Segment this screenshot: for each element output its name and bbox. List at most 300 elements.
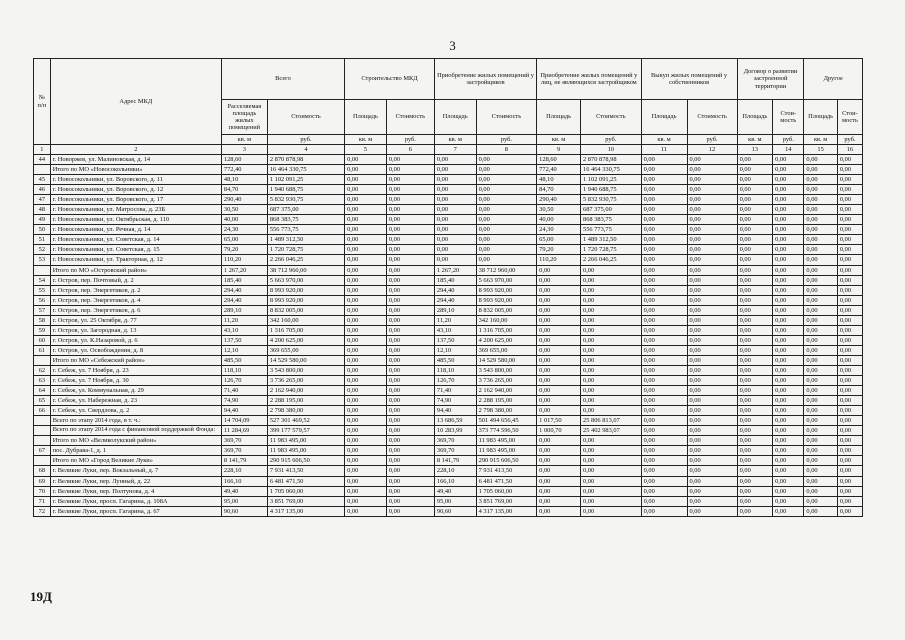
- header-number: № п/п: [34, 59, 51, 145]
- value-cell: 0,00: [737, 335, 772, 345]
- value-cell: 0,00: [345, 245, 387, 255]
- value-cell: 0,00: [837, 426, 862, 436]
- value-cell: 0,00: [737, 486, 772, 496]
- value-cell: 0,00: [837, 185, 862, 195]
- value-cell: 0,00: [687, 335, 737, 345]
- value-cell: 0,00: [581, 265, 642, 275]
- value-cell: 0,00: [804, 225, 837, 235]
- table-row: [34, 496, 863, 506]
- value-cell: 369 655,00: [476, 345, 537, 355]
- value-cell: 118,10: [434, 365, 476, 375]
- row-number-cell: 59: [34, 325, 51, 335]
- value-cell: 0,00: [804, 235, 837, 245]
- value-cell: 2 162 940,00: [476, 386, 537, 396]
- value-cell: 0,00: [386, 205, 434, 215]
- value-cell: 228,10: [434, 466, 476, 476]
- value-cell: 43,10: [221, 325, 267, 335]
- value-cell: 0,00: [386, 365, 434, 375]
- value-cell: 25 806 813,07: [581, 416, 642, 426]
- address-cell: г. Великие Луки, просп. Гагарина, д. 67: [50, 506, 221, 516]
- value-cell: 0,00: [837, 225, 862, 235]
- value-cell: 0,00: [837, 446, 862, 456]
- value-cell: 0,00: [386, 466, 434, 476]
- value-cell: 0,00: [434, 195, 476, 205]
- value-cell: 0,00: [773, 396, 804, 406]
- value-cell: 0,00: [345, 456, 387, 466]
- row-number-cell: 67: [34, 446, 51, 456]
- value-cell: 0,00: [804, 396, 837, 406]
- value-cell: 0,00: [345, 195, 387, 205]
- value-cell: 0,00: [386, 496, 434, 506]
- value-cell: 74,90: [221, 396, 267, 406]
- value-cell: 0,00: [837, 245, 862, 255]
- value-cell: 128,60: [221, 155, 267, 165]
- value-cell: 84,70: [537, 185, 581, 195]
- value-cell: 0,00: [837, 285, 862, 295]
- address-cell: г. Себеж, ул. 7 Ноября, д. 23: [50, 365, 221, 375]
- value-cell: 0,00: [537, 486, 581, 496]
- table-row: [34, 175, 863, 185]
- value-cell: 0,00: [641, 325, 687, 335]
- value-cell: 1 720 728,75: [581, 245, 642, 255]
- table-row: [34, 335, 863, 345]
- value-cell: 0,00: [641, 295, 687, 305]
- value-cell: 0,00: [687, 506, 737, 516]
- row-number-cell: 44: [34, 155, 51, 165]
- value-cell: 0,00: [476, 185, 537, 195]
- value-cell: 1 705 060,00: [267, 486, 344, 496]
- value-cell: 0,00: [804, 345, 837, 355]
- value-cell: 0,00: [581, 315, 642, 325]
- value-cell: 0,00: [687, 215, 737, 225]
- value-cell: 0,00: [837, 436, 862, 446]
- value-cell: 25 402 983,07: [581, 426, 642, 436]
- value-cell: 0,00: [641, 205, 687, 215]
- value-cell: 369 655,00: [267, 345, 344, 355]
- value-cell: 0,00: [804, 185, 837, 195]
- value-cell: 0,00: [641, 416, 687, 426]
- value-cell: 294,40: [221, 285, 267, 295]
- value-cell: 399 177 579,57: [267, 426, 344, 436]
- unit-header: кв. м: [434, 135, 476, 145]
- address-cell: г. Новосокольники, ул. Воровского, д. 11: [50, 175, 221, 185]
- header-buyout: Выкуп жилых помещений у собственников: [641, 59, 737, 100]
- value-cell: 772,40: [537, 165, 581, 175]
- value-cell: 0,00: [581, 496, 642, 506]
- value-cell: 0,00: [804, 195, 837, 205]
- address-cell: г. Великие Луки, пер. Лунный, д. 22: [50, 476, 221, 486]
- value-cell: 84,70: [221, 185, 267, 195]
- value-cell: 0,00: [641, 155, 687, 165]
- value-cell: 0,00: [837, 345, 862, 355]
- value-cell: 11 284,69: [221, 426, 267, 436]
- value-cell: 1 940 688,75: [581, 185, 642, 195]
- value-cell: 0,00: [345, 476, 387, 486]
- value-cell: 0,00: [773, 165, 804, 175]
- value-cell: 0,00: [476, 215, 537, 225]
- value-cell: 79,20: [537, 245, 581, 255]
- unit-header: кв. м: [221, 135, 267, 145]
- value-cell: 0,00: [773, 225, 804, 235]
- value-cell: 0,00: [737, 205, 772, 215]
- subcolumn-header: Стои-мость: [773, 100, 804, 135]
- value-cell: 95,00: [434, 496, 476, 506]
- subcolumn-header: Площадь: [737, 100, 772, 135]
- address-cell: г. Новосокольники, ул. Советская, д. 14: [50, 235, 221, 245]
- value-cell: 30,50: [537, 205, 581, 215]
- value-cell: 0,00: [434, 175, 476, 185]
- value-cell: 0,00: [837, 396, 862, 406]
- value-cell: 0,00: [773, 325, 804, 335]
- column-number: 13: [737, 145, 772, 155]
- value-cell: 11,20: [221, 315, 267, 325]
- value-cell: 71,40: [221, 386, 267, 396]
- value-cell: 0,00: [687, 305, 737, 315]
- table-row: [34, 376, 863, 386]
- value-cell: 0,00: [773, 335, 804, 345]
- value-cell: 0,00: [804, 175, 837, 185]
- value-cell: 0,00: [737, 355, 772, 365]
- value-cell: 1 017,50: [537, 416, 581, 426]
- value-cell: 0,00: [537, 265, 581, 275]
- column-number: 11: [641, 145, 687, 155]
- value-cell: 0,00: [434, 165, 476, 175]
- value-cell: 79,20: [221, 245, 267, 255]
- value-cell: 0,00: [581, 406, 642, 416]
- header-other: Другое: [804, 59, 863, 100]
- column-number: 14: [773, 145, 804, 155]
- value-cell: 0,00: [434, 185, 476, 195]
- value-cell: 2 162 940,00: [267, 386, 344, 396]
- row-number-cell: [34, 416, 51, 426]
- value-cell: 8 141,79: [221, 456, 267, 466]
- value-cell: 556 773,75: [267, 225, 344, 235]
- value-cell: 0,00: [581, 305, 642, 315]
- value-cell: 0,00: [386, 386, 434, 396]
- value-cell: 0,00: [773, 175, 804, 185]
- value-cell: 0,00: [837, 295, 862, 305]
- value-cell: 0,00: [837, 476, 862, 486]
- value-cell: 0,00: [386, 255, 434, 265]
- value-cell: 0,00: [386, 165, 434, 175]
- value-cell: 0,00: [687, 165, 737, 175]
- value-cell: 0,00: [386, 476, 434, 486]
- value-cell: 1 720 728,75: [267, 245, 344, 255]
- address-cell: Итого по МО «Великолукский район»: [50, 436, 221, 446]
- value-cell: 0,00: [687, 225, 737, 235]
- value-cell: 373 774 596,50: [476, 426, 537, 436]
- value-cell: 38 712 960,00: [476, 265, 537, 275]
- table-row: [34, 446, 863, 456]
- value-cell: 0,00: [641, 506, 687, 516]
- value-cell: 0,00: [804, 386, 837, 396]
- value-cell: 0,00: [804, 466, 837, 476]
- value-cell: 0,00: [804, 506, 837, 516]
- row-number-cell: 66: [34, 406, 51, 416]
- table-row: [34, 285, 863, 295]
- value-cell: 0,00: [581, 476, 642, 486]
- row-number-cell: 61: [34, 345, 51, 355]
- value-cell: 0,00: [737, 416, 772, 426]
- value-cell: 0,00: [773, 446, 804, 456]
- value-cell: 556 773,75: [581, 225, 642, 235]
- value-cell: 0,00: [804, 165, 837, 175]
- row-number-cell: [34, 265, 51, 275]
- value-cell: 0,00: [687, 155, 737, 165]
- value-cell: 126,70: [221, 376, 267, 386]
- value-cell: 0,00: [737, 175, 772, 185]
- value-cell: 0,00: [434, 155, 476, 165]
- value-cell: 0,00: [345, 466, 387, 476]
- value-cell: 0,00: [345, 365, 387, 375]
- value-cell: 4 317 135,00: [267, 506, 344, 516]
- value-cell: 0,00: [386, 265, 434, 275]
- value-cell: 0,00: [345, 235, 387, 245]
- value-cell: 0,00: [773, 486, 804, 496]
- table-row: [34, 386, 863, 396]
- value-cell: 0,00: [537, 496, 581, 506]
- value-cell: 0,00: [641, 315, 687, 325]
- value-cell: 0,00: [773, 426, 804, 436]
- value-cell: 0,00: [386, 436, 434, 446]
- value-cell: 0,00: [687, 386, 737, 396]
- value-cell: 0,00: [641, 355, 687, 365]
- value-cell: 0,00: [687, 466, 737, 476]
- value-cell: 0,00: [386, 245, 434, 255]
- value-cell: 0,00: [687, 265, 737, 275]
- address-cell: Итого по МО «Островский район»: [50, 265, 221, 275]
- value-cell: 38 712 960,00: [267, 265, 344, 275]
- column-number: 3: [221, 145, 267, 155]
- value-cell: 0,00: [687, 496, 737, 506]
- value-cell: 485,50: [221, 355, 267, 365]
- value-cell: 0,00: [476, 205, 537, 215]
- address-cell: г. Остров, пер. Энергетиков, д. 6: [50, 305, 221, 315]
- value-cell: 0,00: [773, 275, 804, 285]
- value-cell: 0,00: [537, 396, 581, 406]
- subcolumn-header: Стои-мость: [837, 100, 862, 135]
- value-cell: 0,00: [386, 486, 434, 496]
- value-cell: 16 464 330,75: [267, 165, 344, 175]
- value-cell: 342 160,00: [476, 315, 537, 325]
- table-subtotal-row: [34, 265, 863, 275]
- row-number-cell: 46: [34, 185, 51, 195]
- value-cell: 0,00: [581, 506, 642, 516]
- value-cell: 485,50: [434, 355, 476, 365]
- value-cell: 0,00: [537, 506, 581, 516]
- table-row: [34, 295, 863, 305]
- value-cell: 0,00: [641, 476, 687, 486]
- value-cell: 95,00: [221, 496, 267, 506]
- value-cell: 1 267,20: [434, 265, 476, 275]
- unit-header: руб.: [687, 135, 737, 145]
- value-cell: 0,00: [345, 506, 387, 516]
- value-cell: 30,50: [221, 205, 267, 215]
- value-cell: 3 543 800,00: [476, 365, 537, 375]
- value-cell: 0,00: [537, 446, 581, 456]
- address-cell: г. Остров, пер. Энергетиков, д. 4: [50, 295, 221, 305]
- value-cell: 40,00: [221, 215, 267, 225]
- header-address: Адрес МКД: [50, 59, 221, 145]
- value-cell: 0,00: [434, 235, 476, 245]
- value-cell: 0,00: [837, 496, 862, 506]
- value-cell: 0,00: [386, 355, 434, 365]
- table-row: [34, 275, 863, 285]
- column-number: 8: [476, 145, 537, 155]
- value-cell: 0,00: [537, 386, 581, 396]
- table-subtotal-row: [34, 436, 863, 446]
- value-cell: 71,40: [434, 386, 476, 396]
- value-cell: 0,00: [804, 265, 837, 275]
- value-cell: 0,00: [773, 285, 804, 295]
- value-cell: 0,00: [737, 275, 772, 285]
- value-cell: 0,00: [737, 345, 772, 355]
- header-total: Всего: [221, 59, 344, 100]
- value-cell: 1 316 705,00: [267, 325, 344, 335]
- value-cell: 0,00: [537, 275, 581, 285]
- page-number: 3: [449, 38, 456, 53]
- value-cell: 7 931 413,50: [476, 466, 537, 476]
- value-cell: 0,00: [386, 155, 434, 165]
- value-cell: 0,00: [386, 195, 434, 205]
- value-cell: 0,00: [837, 255, 862, 265]
- value-cell: 0,00: [837, 305, 862, 315]
- subcolumn-header: Стоимость: [386, 100, 434, 135]
- subcolumn-header: Площадь: [804, 100, 837, 135]
- value-cell: 0,00: [773, 386, 804, 396]
- value-cell: 1 489 312,50: [267, 235, 344, 245]
- value-cell: 0,00: [837, 486, 862, 496]
- value-cell: 0,00: [386, 416, 434, 426]
- row-number-cell: 50: [34, 225, 51, 235]
- row-number-cell: 62: [34, 365, 51, 375]
- value-cell: 0,00: [537, 325, 581, 335]
- value-cell: 868 383,75: [267, 215, 344, 225]
- value-cell: 5 832 930,75: [267, 195, 344, 205]
- value-cell: 0,00: [641, 275, 687, 285]
- value-cell: 0,00: [773, 476, 804, 486]
- table-row: [34, 345, 863, 355]
- value-cell: 0,00: [386, 285, 434, 295]
- value-cell: 48,10: [537, 175, 581, 185]
- value-cell: 1 102 091,25: [581, 175, 642, 185]
- value-cell: 0,00: [386, 325, 434, 335]
- value-cell: 0,00: [386, 315, 434, 325]
- value-cell: 24,30: [537, 225, 581, 235]
- table-row: [34, 365, 863, 375]
- row-number-cell: 45: [34, 175, 51, 185]
- value-cell: 0,00: [581, 466, 642, 476]
- value-cell: 0,00: [837, 165, 862, 175]
- value-cell: 2 798 380,00: [476, 406, 537, 416]
- value-cell: 0,00: [737, 255, 772, 265]
- value-cell: 0,00: [641, 456, 687, 466]
- value-cell: 0,00: [641, 406, 687, 416]
- value-cell: 0,00: [804, 205, 837, 215]
- value-cell: 11 983 495,00: [476, 446, 537, 456]
- value-cell: 0,00: [641, 386, 687, 396]
- unit-header: кв. м: [737, 135, 772, 145]
- row-number-cell: 64: [34, 386, 51, 396]
- value-cell: 0,00: [773, 355, 804, 365]
- value-cell: 8 993 920,00: [476, 295, 537, 305]
- subcolumn-header: Площадь: [345, 100, 387, 135]
- value-cell: 0,00: [837, 376, 862, 386]
- value-cell: 0,00: [737, 265, 772, 275]
- subcolumn-header: Стоимость: [687, 100, 737, 135]
- row-number-cell: [34, 426, 51, 436]
- value-cell: 0,00: [345, 295, 387, 305]
- row-number-cell: 51: [34, 235, 51, 245]
- unit-header: кв. м: [537, 135, 581, 145]
- value-cell: 0,00: [737, 295, 772, 305]
- row-number-cell: 65: [34, 396, 51, 406]
- value-cell: 0,00: [687, 476, 737, 486]
- column-number: 12: [687, 145, 737, 155]
- unit-header: кв. м: [641, 135, 687, 145]
- value-cell: 0,00: [537, 355, 581, 365]
- value-cell: 0,00: [804, 476, 837, 486]
- value-cell: 0,00: [434, 255, 476, 265]
- row-number-cell: 70: [34, 486, 51, 496]
- value-cell: 2 288 195,00: [267, 396, 344, 406]
- subcolumn-header: Стоимость: [581, 100, 642, 135]
- row-number-cell: 63: [34, 376, 51, 386]
- value-cell: 0,00: [837, 215, 862, 225]
- row-number-cell: 54: [34, 275, 51, 285]
- value-cell: 2 288 195,00: [476, 396, 537, 406]
- value-cell: 0,00: [434, 205, 476, 215]
- value-cell: 6 481 471,50: [267, 476, 344, 486]
- value-cell: 166,10: [434, 476, 476, 486]
- value-cell: 0,00: [804, 275, 837, 285]
- value-cell: 0,00: [773, 436, 804, 446]
- value-cell: 1 102 091,25: [267, 175, 344, 185]
- value-cell: 0,00: [345, 335, 387, 345]
- address-cell: Итого по МО «Себежский район»: [50, 355, 221, 365]
- value-cell: 3 851 769,00: [476, 496, 537, 506]
- value-cell: 10 283,99: [434, 426, 476, 436]
- value-cell: 8 993 920,00: [476, 285, 537, 295]
- unit-header: руб.: [476, 135, 537, 145]
- value-cell: 12,10: [221, 345, 267, 355]
- value-cell: 1 940 688,75: [267, 185, 344, 195]
- address-cell: г. Остров, ул. К.Назаровой, д. 6: [50, 335, 221, 345]
- value-cell: 0,00: [537, 466, 581, 476]
- value-cell: 294,40: [434, 285, 476, 295]
- value-cell: 772,40: [221, 165, 267, 175]
- value-cell: 0,00: [804, 446, 837, 456]
- unit-header: кв. м: [804, 135, 837, 145]
- table-row: [34, 195, 863, 205]
- address-cell: г. Остров, пер. Энергетиков, д. 2: [50, 285, 221, 295]
- value-cell: 0,00: [641, 215, 687, 225]
- row-number-cell: 48: [34, 205, 51, 215]
- row-number-cell: 57: [34, 305, 51, 315]
- value-cell: 294,40: [221, 295, 267, 305]
- value-cell: 0,00: [345, 446, 387, 456]
- value-cell: 0,00: [837, 506, 862, 516]
- value-cell: 0,00: [434, 225, 476, 235]
- value-cell: 0,00: [537, 376, 581, 386]
- value-cell: 0,00: [345, 486, 387, 496]
- value-cell: 6 481 471,50: [476, 476, 537, 486]
- value-cell: 0,00: [737, 456, 772, 466]
- value-cell: 0,00: [837, 235, 862, 245]
- value-cell: 0,00: [537, 345, 581, 355]
- value-cell: 3 543 800,00: [267, 365, 344, 375]
- value-cell: 0,00: [641, 436, 687, 446]
